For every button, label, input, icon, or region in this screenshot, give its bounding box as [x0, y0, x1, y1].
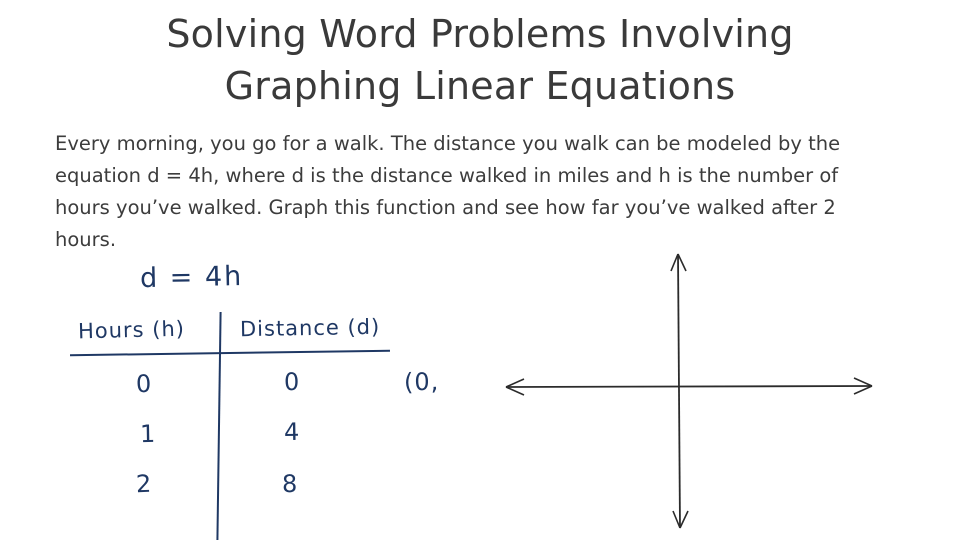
x-axis-arrow-left-top — [506, 379, 524, 387]
table-row: 1 — [139, 419, 157, 449]
title-line-1: Solving Word Problems Involving — [166, 12, 794, 56]
table-row: 2 — [135, 469, 153, 499]
table-column-divider — [216, 312, 221, 540]
table-header-underline — [70, 350, 390, 356]
title-line-2: Graphing Linear Equations — [224, 64, 736, 108]
x-axis-arrow-right-bottom — [854, 386, 872, 394]
ordered-pair-annotation: (0, — [403, 367, 440, 397]
table-header-hours: Hours (h) — [77, 316, 186, 344]
coordinate-plane — [490, 240, 890, 540]
problem-statement: Every morning, you go for a walk. The distance you walk can be modeled by the equation d = 4h, where d is the distance walked in miles and h is the number of hours you’ve walked. Graph this function and see how far you’ve walked after 2 hours. — [55, 132, 841, 251]
handwritten-equation: d = 4h — [139, 260, 244, 295]
y-axis-arrow-up-left — [671, 254, 678, 271]
x-axis-arrow-left-bottom — [506, 387, 524, 395]
table-row: 4 — [283, 417, 301, 447]
y-axis-arrow-down-right — [680, 511, 688, 528]
table-row: 8 — [281, 469, 299, 499]
y-axis-arrow-down-left — [673, 511, 680, 528]
y-axis-arrow-up-right — [678, 254, 686, 271]
axes-svg — [490, 240, 890, 540]
page-title — [0, 8, 960, 112]
table-row: 0 — [135, 369, 153, 399]
table-row: 0 — [283, 367, 301, 397]
table-header-distance: Distance (d) — [239, 314, 381, 342]
x-axis-line — [506, 386, 872, 387]
y-axis-line — [678, 254, 680, 528]
x-axis-arrow-right-top — [854, 378, 872, 386]
